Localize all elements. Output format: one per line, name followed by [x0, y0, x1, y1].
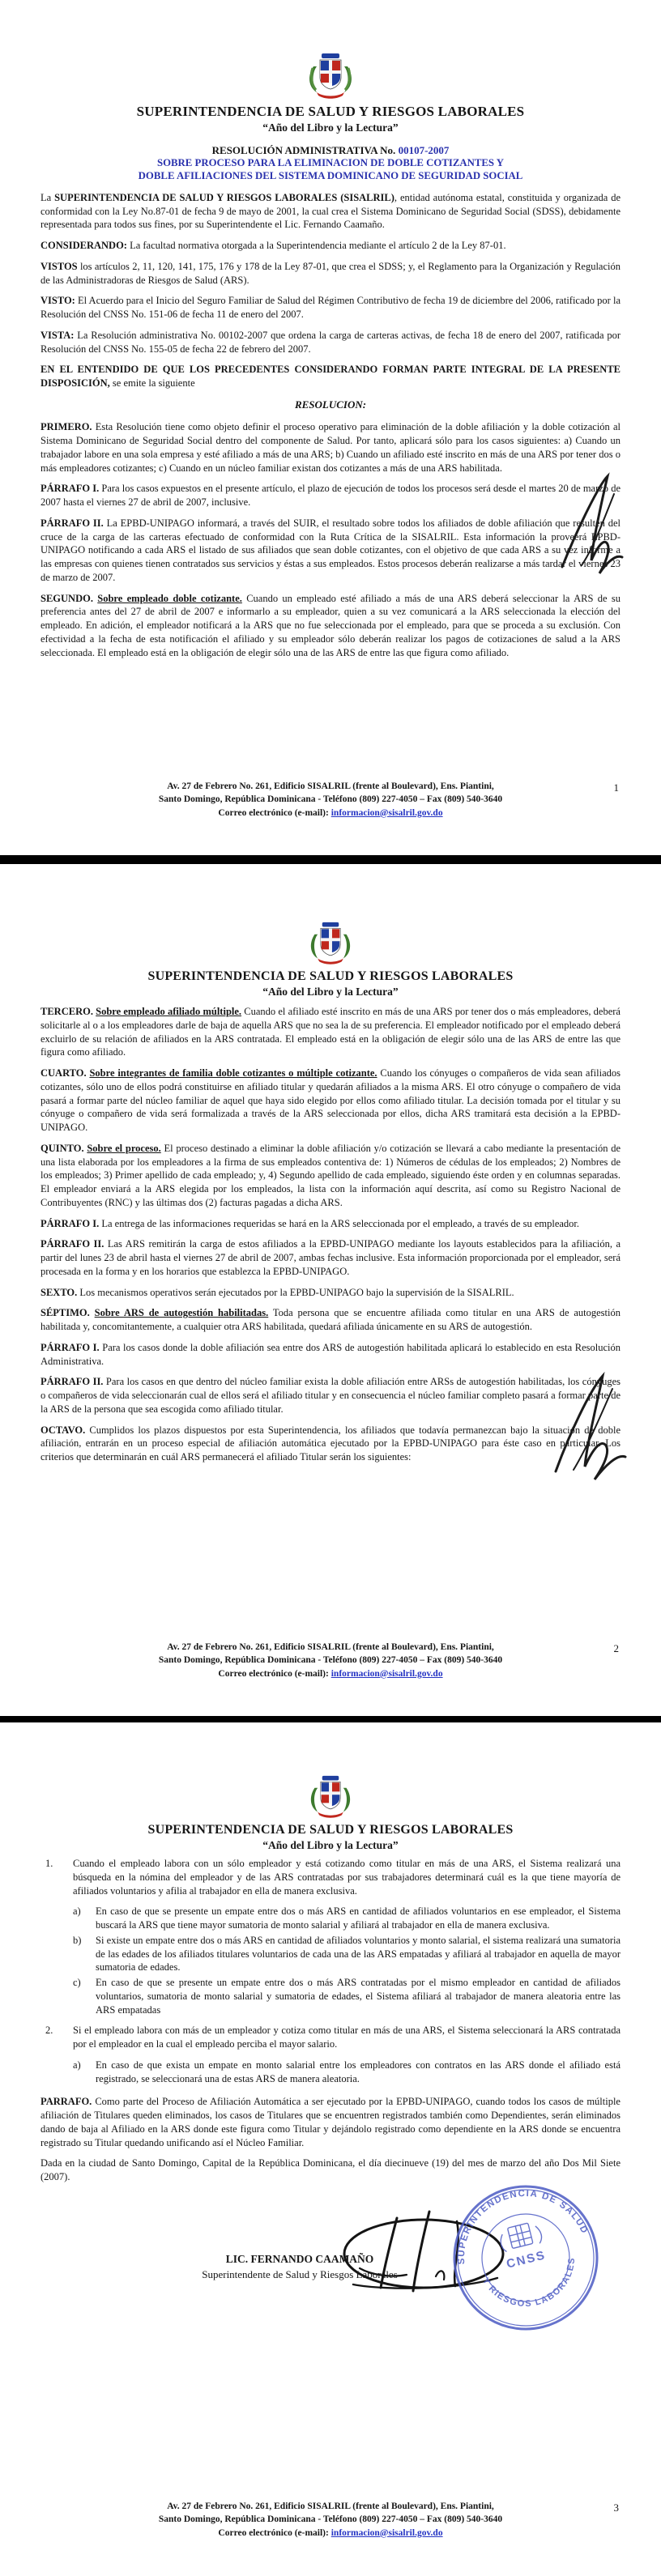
- paragraph-segundo: SEGUNDO. Sobre empleado doble cotizante. Cuando un empleado esté afiliado a más de una ARS deberá seleccionar la ARS de su preferencia antes del 27 de abril de 2007 e informarlo a su empleador, quien a su vez comunicará a la ARS seleccionada la elección del empleado. En adición, el empleador notificará a la ARS que no fue seleccionada por el empleado, para que se proceda a su exclusión. Con efectividad a la fecha de esta notificación el afiliado y su empleador sólo deberán realizar los pagos de cotizaciones de salud a la ARS seleccionada. El empleado está en la obligación de elegir sólo una de las ARS de entre las que figura como afiliado.: [41, 592, 621, 658]
- page2-body: [0, 1005, 661, 1464]
- paragraph-octavo: OCTAVO. Cumplidos los plazos dispuestos por esta Superintendencia, los afiliados que todavía permanezcan bajo la situación de doble afiliación, entrarán en un proceso especial de afiliación automática ejecutado por la EPBD-UNIPAGO para éste caso en particular. Los criterios que determinarán en cuál ARS permanecerá el afiliado Titular serán los siguientes:: [41, 1424, 620, 1463]
- stamp-center-text: CNSS: [505, 2248, 548, 2272]
- page3-footer: [0, 2500, 661, 2540]
- page1-footer: [0, 780, 661, 820]
- paragraph-parrafo-i: PÁRRAFO I. Para los casos expuestos en el presente artículo, el plazo de ejecución de todos los procesos será desde el martes 20 de marzo de 2007 hasta el viernes 27 de abril de 2007, inclusive.: [41, 483, 620, 509]
- paragraph-cuarto: CUARTO. Sobre integrantes de familia doble cotizantes o múltiple cotizante. Cuando los cónyuges o compañeros de vida sean afiliados cotizantes, sólo uno de ellos podrá constituirse en afiliado titular y quedarán afiliados a la misma ARS. El otro cónyuge o compañero de vida pasará a formar parte del núcleo familiar de aquel que haya sido elegido por ellos como afiliado titular. La decisión tomada por el titular y su cónyuge o compañero de vida será formalizada a través de la ARS seleccionada por ellos, dicha ARS tramitará esta decisión a la EPBD-UNIPAGO.: [41, 1067, 620, 1133]
- subject-line-2: DOBLE AFILIACIONES DEL SISTEMA DOMINICANO DE SEGURIDAD SOCIAL: [138, 169, 523, 181]
- list-item-text: Cuando el empleado labora con un sólo empleador y está cotizando como titular en más de una ARS, el Sistema realizará una búsqueda en la nómina del empleador y de las ARS contratadas por sus trabajadores determinará cuál es la que tiene mayoría de afiliados voluntarios y afilia al trabajador en ella de manera exclusiva.: [73, 1858, 620, 1897]
- page-separator: [0, 855, 661, 864]
- paragraph-entendido: EN EL ENTENDIDO DE QUE LOS PRECEDENTES CONSIDERANDO FORMAN PARTE INTEGRAL DE LA PRESENTE DISPOSICIÓN, se emite la siguiente: [41, 364, 620, 390]
- sub-item-b: b) Si existe un empate entre dos o más ARS en cantidad de afiliados voluntarios y monto salarial, el sistema realizará una sumatoria de las edades de los afiliados titulares voluntarios de cada una de las ARS empatadas y afiliará al trabajador en aquella de mayor sumatoria de edades.: [73, 1934, 620, 1974]
- page-number: 1: [613, 781, 619, 794]
- page-number: 3: [613, 2501, 619, 2514]
- footer-address-1: Av. 27 de Febrero No. 261, Edificio SISALRIL (frente al Boulevard), Ens. Piantini,: [167, 2501, 494, 2512]
- sub-item-a: a) En caso de que exista un empate en monto salarial entre los empleadores con contratos en las ARS donde el afiliado está registrado, se seleccionará una de estas ARS de manera aleatoria.: [73, 2059, 620, 2084]
- paragraph-visto: VISTO: El Acuerdo para el Inicio del Seguro Familiar de Salud del Régimen Contributivo de fecha 19 de diciembre del 2006, ratificado por la Resolución del CNSS No. 151-06 de fecha 11 de enero del 2007.: [41, 295, 620, 321]
- intro-body: , entidad autónoma estatal, constituida y organizada de conformidad con la Ley No.87-01 de fecha 9 de mayo de 2001, la cual crea el Sistema Dominicano de Seguridad Social (SDSS), debidamente representada para todos sus fines, por su Superintendente el Lic. Fernando Caamaño.: [41, 191, 621, 231]
- stamp-arc-bottom-text: Y RIESGOS LABORALES: [480, 2256, 578, 2310]
- subject-line-1: SOBRE PROCESO PARA LA ELIMINACION DE DOBLE COTIZANTES Y: [156, 157, 505, 168]
- list-item-number: 2.: [45, 2025, 53, 2037]
- footer-address-1: Av. 27 de Febrero No. 261, Edificio SISALRIL (frente al Boulevard), Ens. Piantini,: [167, 1642, 494, 1653]
- coat-of-arms-icon: [307, 921, 354, 964]
- paragraph-considerando: CONSIDERANDO: La facultad normativa otorgada a la Superintendencia mediante el artículo 2 de la Ley 87-01.: [41, 240, 506, 252]
- paragraph-tercero: TERCERO. Sobre empleado afiliado múltiple. Cuando el afiliado esté inscrito en más de una ARS por tener dos o más empleadores, deberá solicitarle al o a los empleadores darle de baja de aquella ARS que no sea la de su preferencia. El empleador notificado por el empleado deberá excluirlo de su relación de afiliados en la ARS contratada. El empleado está en la obligación de elegir sólo una de las ARS de entre las que figura como afiliado.: [41, 1006, 620, 1058]
- list-item-text: Si el empleado labora con más de un empleador y cotiza como titular en más de una ARS, el Sistema seleccionará la ARS contratada por el empleador en la cual el empleado perciba el mayor salario.: [73, 2025, 620, 2050]
- paragraph-primero: PRIMERO. Esta Resolución tiene como objeto definir el proceso operativo para eliminación de la doble afiliación y la doble cotización al Sistema Dominicano de Seguridad Social dentro del componente de Salud. Por tanto, aplicará sólo para los casos siguientes: a) Cuando un trabajador labore en una sola empresa y esté afiliado a más de una ARS; b) Cuando un afiliado esté inscrito en más de una ARS por tener dos o más empleadores cotizantes; c) Cuando en un núcleo familiar existan dos cotizantes a más de una ARS habilitada.: [41, 421, 620, 474]
- page1-body: [0, 191, 661, 659]
- coat-of-arms-icon: [305, 52, 356, 99]
- signature-block: [130, 2252, 470, 2281]
- list-item-number: 1.: [45, 1858, 53, 1869]
- list-item-1-subitems: [41, 1905, 620, 2016]
- intro-lead: SUPERINTENDENCIA DE SALUD Y RIESGOS LABORALES (SISALRIL): [54, 191, 394, 203]
- sub-item-a: a) En caso de que se presente un empate entre dos o más ARS en cantidad de afiliados voluntarios en ese empleador, el Sistema buscará la ARS que tiene mayor sumatoria de monto salarial y afiliará al trabajador en ella de manera exclusiva.: [73, 1905, 620, 1931]
- page-separator: [0, 1716, 661, 1722]
- motto: “Año del Libro y la Lectura”: [262, 986, 399, 998]
- footer-email-link[interactable]: informacion@sisalril.gov.do: [330, 2527, 443, 2538]
- footer-email-link[interactable]: informacion@sisalril.gov.do: [330, 1668, 443, 1679]
- footer-address-2: Santo Domingo, República Dominicana - Teléfono (809) 227-4050 – Fax (809) 540-3640: [158, 2514, 503, 2525]
- resolucion-heading: RESOLUCION:: [294, 398, 367, 411]
- document-page-2: [0, 864, 661, 1716]
- footer-address-2: Santo Domingo, República Dominicana - Teléfono (809) 227-4050 – Fax (809) 540-3640: [158, 794, 503, 805]
- resolution-label: RESOLUCIÓN ADMINISTRATIVA No.: [211, 144, 399, 156]
- footer-email-line: Correo electrónico (e-mail): informacion@sisalril.gov.do: [218, 2527, 443, 2538]
- list-item-2: [41, 2024, 620, 2051]
- sub-item-c: c) En caso de que se presente un empate entre dos o más ARS contratadas por el mismo empleador en cantidad de afiliados voluntarios, sumatoria de monto salarial y sumatoria de edades, el Sistema afiliará al trabajador de manera aleatoria entre las ARS empatadas: [73, 1977, 620, 2016]
- stamp-arc-top-text: SUPERINTENDENCIA DE SALUD: [456, 2188, 590, 2265]
- paragraph-parrafo-ii: PÁRRAFO II. La EPBD-UNIPAGO informará, a través del SUIR, el resultado sobre todos los afiliados de doble afiliación que resulten del cruce de la carga de las carteras efectuado de conformidad con la Ruta Crítica de la SISALRIL. Esta información la proveerá EPBD-UNIPAGO notificando a cada ARS el listado de sus afiliados que sean doble cotizantes, con el objetivo de que cada ARS a su vez informe a las empresas con quienes tienen contratados sus servicios y éstas a sus empleados. Estos procesos deberán realizarse a más tardar el viernes 23 de marzo de 2007.: [41, 517, 620, 583]
- page-number: 2: [613, 1642, 619, 1655]
- list-item-1: [41, 1857, 620, 1897]
- org-title: SUPERINTENDENCIA DE SALUD Y RIESGOS LABORALES: [147, 1823, 514, 1837]
- paragraph-parrafo-i-b: PÁRRAFO I. Para los casos donde la doble afiliación sea entre dos ARS de autogestión habilitada aplicará lo establecido en esta Resolución Administrativa.: [41, 1341, 621, 1367]
- signer-name: LIC. FERNANDO CAAMAÑO: [225, 2252, 374, 2265]
- coat-of-arms-icon: [307, 1774, 354, 1818]
- footer-email-line: Correo electrónico (e-mail): informacion@sisalril.gov.do: [218, 1668, 443, 1679]
- paragraph-parrafo-ii: PÁRRAFO II. Las ARS remitirán la carga de estos afiliados a la EPBD-UNIPAGO mediante los layouts establecidos para la afiliación, a partir del lunes 23 de abril hasta el viernes 27 de abril de 2007, ambas fechas inclusive. Esta información proporcionada por el empleador, será procesada en la forma y en los horarios que establezca la EPBD-UNIPAGO.: [41, 1238, 620, 1277]
- list-item-2-subitems: [41, 2059, 620, 2086]
- intro-pre: La: [41, 191, 55, 203]
- footer-address-2: Santo Domingo, República Dominicana - Teléfono (809) 227-4050 – Fax (809) 540-3640: [158, 1655, 503, 1666]
- motto: “Año del Libro y la Lectura”: [262, 1839, 399, 1851]
- footer-email-link[interactable]: informacion@sisalril.gov.do: [330, 807, 443, 818]
- page2-footer: [0, 1641, 661, 1680]
- resolution-line: [0, 144, 661, 157]
- signer-title: Superintendente de Salud y Riesgos Laborales: [202, 2267, 398, 2280]
- paragraph-quinto: QUINTO. Sobre el proceso. El proceso destinado a eliminar la doble afiliación y/o cotización se llevará a cabo mediante la presentación de una lista elaborada por los empleadores a la firma de sus empleados contentiva de: 1) Números de cédulas de los empleados; 2) Nombres de los empleados; 3) Primer apellido de cada empleado; y, 4) Segundo apellido de cada empleado, siguiendo éste orden y en columnas separadas. El empleador enviará a la ARS elegida por los empleados, la lista con la información aquí descrita, así como su Registro Nacional de Contribuyentes (RNC) y las últimas dos (2) facturas pagadas a dicha ARS.: [41, 1142, 620, 1208]
- document-page-3: [0, 1722, 661, 2570]
- resolution-number: 00107-2007: [398, 144, 450, 156]
- paragraph-dada: Dada en la ciudad de Santo Domingo, Capital de la República Dominicana, el día diecinueve (19) del mes de marzo del año Dos Mil Siete (2007).: [41, 2157, 620, 2182]
- paragraph-parrafo-ii-b: PÁRRAFO II. Para los casos en que dentro del núcleo familiar exista la doble afiliación entre ARSs de autogestión habilitadas, los cónyuges o compañeros de vida seleccionarán cual de ellos será el afiliado titular y en consecuencia el núcleo familiar completo pasará a formar parte de la ARS de la persona que sea escogida como afiliado titular.: [41, 1376, 620, 1415]
- paragraph-sexto: SEXTO. Los mecanismos operativos serán ejecutados por la EPBD-UNIPAGO bajo la supervisión de la SISALRIL.: [41, 1286, 514, 1298]
- org-title: SUPERINTENDENCIA DE SALUD Y RIESGOS LABORALES: [147, 969, 514, 983]
- document-page-1: [0, 0, 661, 855]
- paragraph-parrafo: PARRAFO. Como parte del Proceso de Afiliación Automática a ser ejecutado por la EPBD-UNIPAGO, cuando todos los casos de múltiple afiliación de Titulares queden eliminados, los casos de Titulares que se encuentren registrados también como Dependientes, serán eliminados dando de baja al Afiliado en la ARS donde este figura como Titular y dejándolo registrado como dependiente en la ARS donde se encuentra registrado su Titular quedando unificando así el Núcleo Familiar.: [41, 2096, 620, 2148]
- paragraph-parrafo-i: PÁRRAFO I. La entrega de las informaciones requeridas se hará en la ARS seleccionada por el empleado, a través de su empleador.: [41, 1217, 580, 1229]
- criteria-list: [41, 1857, 620, 2085]
- paragraph-vista: VISTA: La Resolución administrativa No. 00102-2007 que ordena la carga de carteras activas, de fecha 18 de enero del 2007, ratificada por Resolución del CNSS No. 155-05 de fecha 22 de febrero del 2007.: [41, 329, 620, 355]
- paragraph-intro: [41, 191, 620, 232]
- paragraph-vistos: VISTOS los artículos 2, 11, 120, 141, 175, 176 y 178 de la Ley 87-01, que crea el SDSS; y, el Reglamento para la Organización y Regulación de las Administradoras de Riesgos de Salud (ARS).: [41, 260, 620, 286]
- org-title: SUPERINTENDENCIA DE SALUD Y RIESGOS LABORALES: [136, 104, 525, 119]
- footer-email-line: Correo electrónico (e-mail): informacion@sisalril.gov.do: [218, 807, 443, 818]
- motto: “Año del Libro y la Lectura”: [262, 121, 399, 134]
- paragraph-septimo: SÉPTIMO. Sobre ARS de autogestión habilitadas. Toda persona que se encuentre afiliada como titular en una ARS de autogestión habilitada y, concomitantemente, a cualquier otra ARS habilitada, quedará afiliada únicamente en su ARS de autogestión.: [41, 1307, 620, 1332]
- footer-address-1: Av. 27 de Febrero No. 261, Edificio SISALRIL (frente al Boulevard), Ens. Piantini,: [167, 781, 494, 792]
- page3-body: [0, 1857, 661, 2281]
